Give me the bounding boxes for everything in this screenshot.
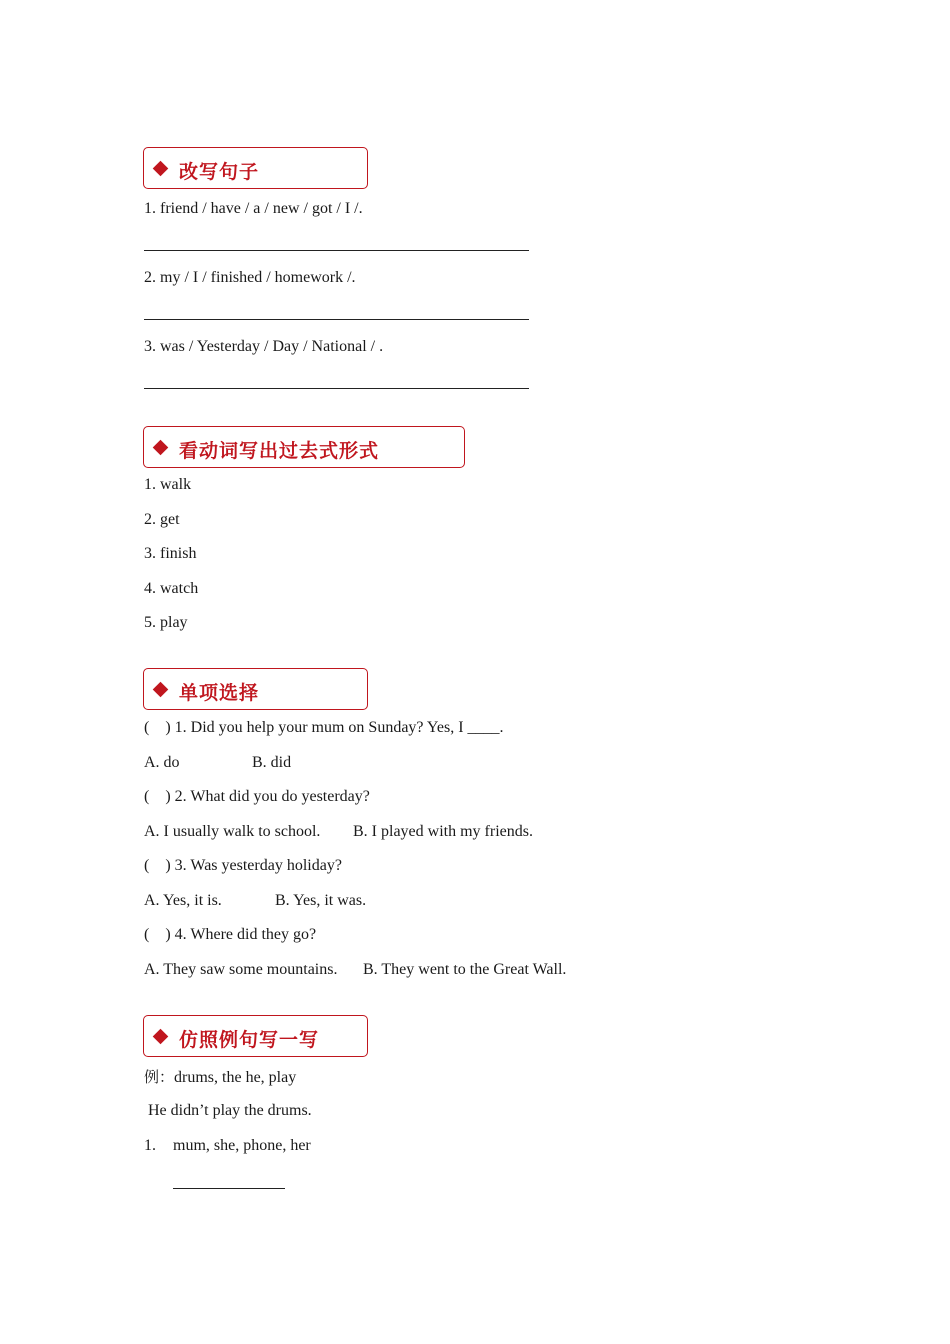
diamond-icon: [153, 682, 169, 698]
section-header-past-tense: [143, 426, 465, 468]
verb-item-3: 3. finish: [144, 545, 197, 562]
example-words: drums, the he, play: [174, 1069, 297, 1086]
section-header-imitate: [143, 1015, 368, 1057]
verb-item-5: 5. play: [144, 614, 188, 631]
option-a: A. do: [144, 754, 180, 771]
question-2: ( ) 2. What did you do yesterday?: [144, 788, 370, 805]
option-a: A. Yes, it is.: [144, 892, 222, 909]
answer-line: [173, 1188, 285, 1189]
diamond-icon: [153, 161, 169, 177]
diamond-icon: [153, 1029, 169, 1045]
verb-item-4: 4. watch: [144, 580, 199, 597]
example-label: 例：: [144, 1068, 175, 1086]
answer-line: [144, 250, 529, 251]
option-b: B. I played with my friends.: [353, 823, 533, 840]
question-3: ( ) 3. Was yesterday holiday?: [144, 857, 342, 874]
section-title: 改写句子: [179, 161, 260, 183]
section-title: 看动词写出过去式形式: [179, 440, 380, 462]
rewrite-item-2: 2. my / I / finished / homework /.: [144, 269, 356, 286]
example-line: [144, 1067, 296, 1088]
option-a: A. I usually walk to school.: [144, 823, 321, 840]
section-header-rewrite: [143, 147, 368, 189]
answer-line: [144, 319, 529, 320]
option-b: B. Yes, it was.: [275, 892, 367, 909]
option-b: B. did: [252, 754, 292, 771]
answer-line: [144, 388, 529, 389]
rewrite-item-1: 1. friend / have / a / new / got / I /.: [144, 200, 363, 217]
verb-item-2: 2. get: [144, 511, 180, 528]
section-title: 单项选择: [179, 682, 260, 704]
diamond-icon: [153, 440, 169, 456]
question-1: ( ) 1. Did you help your mum on Sunday? Yes, I ____.: [144, 719, 504, 736]
option-a: A. They saw some mountains.: [144, 961, 338, 978]
imitate-item-words: mum, she, phone, her: [173, 1137, 311, 1154]
verb-item-1: 1. walk: [144, 476, 192, 493]
rewrite-item-3: 3. was / Yesterday / Day / National / .: [144, 338, 384, 355]
section-title: 仿照例句写一写: [179, 1029, 320, 1051]
section-header-choice: [143, 668, 368, 710]
question-4: ( ) 4. Where did they go?: [144, 926, 317, 943]
option-b: B. They went to the Great Wall.: [363, 961, 567, 978]
imitate-item-number: 1.: [144, 1137, 156, 1154]
example-answer: He didn’t play the drums.: [148, 1102, 312, 1119]
